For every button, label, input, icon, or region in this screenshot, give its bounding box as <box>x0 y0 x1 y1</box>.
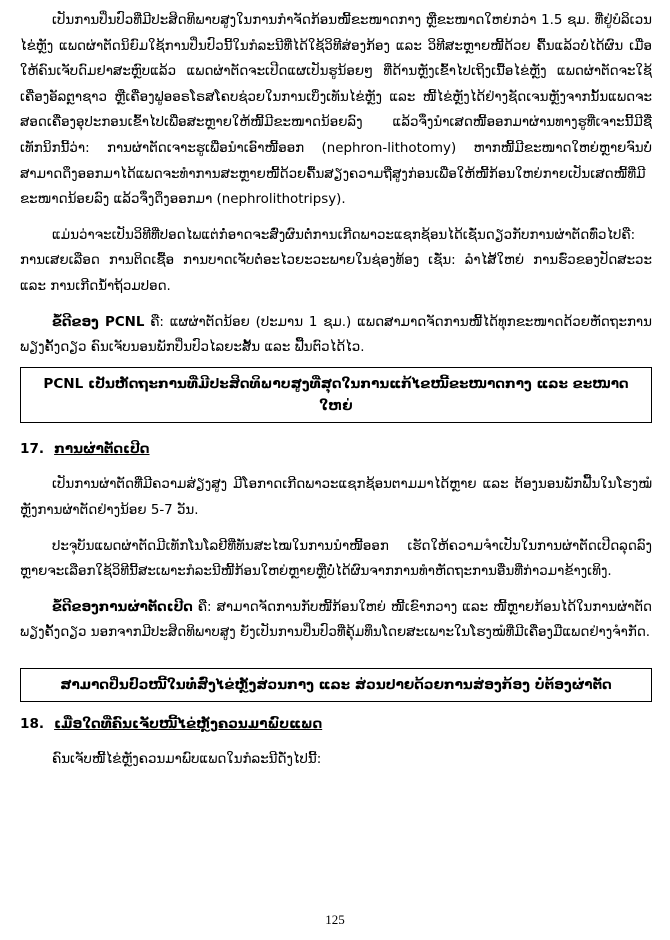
highlight-box-ureteroscopy: ສາມາດປິ່ນປົວໜີ້ໃນທໍ່ສົ່ງໄຂ່ຫຼັງສ່ວນກາງ ແລະ ສ່ວນປາຍດ້ວຍການສ່ອງກ້ອງ ບໍ່ຕ້ອງຜ່າຕັດ <box>20 668 652 702</box>
paragraph-when-to-see-doctor: ຄົນເຈັບໜີ້ໄຂ່ຫຼັງຄວນມາພົບແພດໃນກໍລະນີດັ່ງໄປນີ້: <box>52 752 322 768</box>
paragraph-open-surgery-advantages <box>20 595 652 646</box>
section-title-17: ການຜ່າຕັດເປີດ <box>54 440 150 457</box>
open-surgery-advantages-lead: ຂໍ້ດີຂອງການຜ່າຕັດເປີດ <box>52 599 193 615</box>
section-number-18: 18. <box>20 715 45 732</box>
pcnl-advantages-text: ຄື: ແຜຜ່າຕັດນ້ອຍ (ປະມານ 1 ຊມ.) ແພດສາມາດຈັດການໜີ້ໄດ້ທຸກຂະໜາດດ້ວຍຫັດຖະການພຽງຄັ້ງດຽວ ຄົນເຈັບນອນພັກປິ່ນປົວໄລຍະສັ້ນ ແລະ ຟື້ນຕົວໄດ້ໄວ. <box>20 314 652 356</box>
section-title-18: ເມື່ອໃດທີ່ຄົນເຈັບໜີ້ໄຂ່ຫຼັງຄວນມາພົບແພດ <box>54 715 323 732</box>
highlight-box-pcnl: PCNL ເປັນຫັດຖະການທີ່ມີປະສິດທິພາບສູງທີ່ສຸດໃນການແກ້ໄຂໜີ້ຂະໜາດກາງ ແລະ ຂະໜາດໃຫຍ່ <box>20 367 652 423</box>
section-number-17: 17. <box>20 440 45 457</box>
paragraph-open-surgery-current: ປະຈຸບັນແພດຜ່າຕັດມີເທັກໂນໂລຢີທີ່ທັນສະໄໝໃນການນຳໜີ້ອອກ ເຮັດໃຫ້ຄວາມຈຳເປັນໃນການຜ່າຕັດເປີດລຸດລົງຫຼາຍຈະເລືອກໃຊ້ວິທີນີ້ສະເພາະກໍລະນີໜີ້ກ້ອນໃຫຍ່ຫຼາຍຫຼືບໍ່ໄດ້ຜົນຈາກການທຳຫັດຖະການອື່ນທີ່ກ່າວມາຂ້າງເທິງ. <box>20 538 652 580</box>
paragraph-open-surgery-risk: ເປັນການຜ່າຕັດທີ່ມີຄວາມສ່ຽງສູງ ມີໂອກາດເກີດພາວະແຊກຊ້ອນຕາມມາໄດ້ຫຼາຍ ແລະ ຕ້ອງນອນພັກຟື້ນໃນໂຮງໝໍຫຼັງການຜ່າຕັດຢ່າງນ້ອຍ 5-7 ວັນ. <box>20 477 652 518</box>
document-page <box>20 8 652 773</box>
section-heading-17 <box>20 437 652 463</box>
open-surgery-advantages-text: ຄື: ສາມາດຈັດການກັບໜີ້ກ້ອນໃຫຍ່ ໜີ້ເຂົາກວາງ ແລະ ໜີ້ຫຼາຍກ້ອນໄດ້ໃນການຜ່າຕັດພຽງຄັ້ງດຽວ ນອກຈາກມີປະສິດທິພາບສູງ ຍັງເປັນການປິ່ນປົວທີ່ຄຸ້ມທຶນໂດຍສະເພາະໃນໂຮງໝໍທີ່ມີເຄື່ອງມືແພດຢ່າງຈຳກັດ. <box>20 599 652 641</box>
page-number: 125 <box>325 912 345 927</box>
section-heading-18 <box>20 712 652 738</box>
paragraph-pcnl-advantages <box>20 310 652 361</box>
paragraph-pcnl-complications: ແມ່ນວ່າຈະເປັນວິທີທີ່ປອດໄພແຕ່ກໍ່ອາດຈະສົ່ງຜົນຕໍ່ການເກີດພາວະແຊກຊ້ອນໄດ້ເຊັ່ນດຽວກັບການຜ່າຕັດທົ່ວໄປຄື: ການເສຍເລືອດ ການຕິດເຊື້ອ ການບາດເຈັບຕໍ່ອະໄວຍະວະພາຍໃນຊ່ອງທ້ອງ ເຊັ່ນ: ລຳໄສ້ໃຫຍ່ ການຮົ່ວຂອງປັດສະວະ ແລະ ການເກີດນ້ຳຖ້ວມປອດ. <box>20 227 652 294</box>
pcnl-advantages-lead: ຂໍ້ດີຂອງ PCNL <box>52 314 145 330</box>
paragraph-pcnl-description: ເປັນການປິ່ນປົວທີ່ມີປະສິດທິພາບສູງໃນການກຳຈັດກ້ອນໜີ້ຂະໜາດກາງ ຫຼືຂະໜາດໃຫຍ່ກວ່າ 1.5 ຊມ. ທີ່ຢູ່ບໍລິເວນໄຂ່ຫຼັງ ແພດຜ່າຕັດນິຍົມໃຊ້ການປິ່ນປົວນີ້ໃນກໍລະນີທີ່ໄດ້ໃຊ້ວິທີສ່ອງກ້ອງ ແລະ ວິທີສະຫຼາຍໜີ້ດ້ວຍ ຄື້ນແລ້ວບໍ່ໄດ້ຜົນ ເມື່ອໃຫ້ຄົນເຈັບດົມຢາສະຫຼົບແລ້ວ ແພດຜ່າຕັດຈະເປີດແຜເປັນຮູນ້ອຍໆ ທີ່ດ້ານຫຼັງເຂົ້າໄປເຖິງເນື້ອໄຂ່ຫຼັງ ແພດຜ່າຕັດຈະໃຊ້ເຄື່ອງອັລຕຼາຊາວ ຫຼືເຄື່ອງຟູອອຣໂຣສໂຄບຊ່ວຍໃນການເບິ່ງເທັນໄຂ່ຫຼັງ ແລະ ໜີ້ໄຂ່ຫຼັງໄດ້ຢ່າງຊັດເຈນຫຼັງຈາກນັ້ນແພດຈະສອດເຄື່ອງອຸປະກອນເຂົ້າໄປເພື່ອສະຫຼາຍໃຫ້ໜີ້ມີຂະໜາດນ້ອຍລົງ ແລ້ວຈຶ່ງນຳເສດໜີ້ອອກມາຜ່ານທາງຮູທີ່ເຈາະນີ້ມີຊື່ເທັກນິກນີ້ວ່າ: ການຜ່າຕັດເຈາະຮູເພື່ອນຳເອົາໜີ້ອອກ (nephron-lithotomy) ຫາກໜີ້ມີຂະໜາດໃຫຍ່ຫຼາຍຈົນບໍ່ສາມາດດຶງອອກມາໄດ້ແພດຈະທຳການສະຫຼາຍໜີ້ດ້ວຍຄື້ນສຽງຄວາມຖີ່ສູງກ່ອນເພື່ອໃຫ້ໜີ້ກ້ອນໃຫຍ່ກາຍເປັນເສດໜີ້ທີ່ມີຂະໜາດນ້ອຍລົງ ແລ້ວຈຶ່ງດຶງອອກມາ (nephrolithotripsy). <box>20 13 652 208</box>
